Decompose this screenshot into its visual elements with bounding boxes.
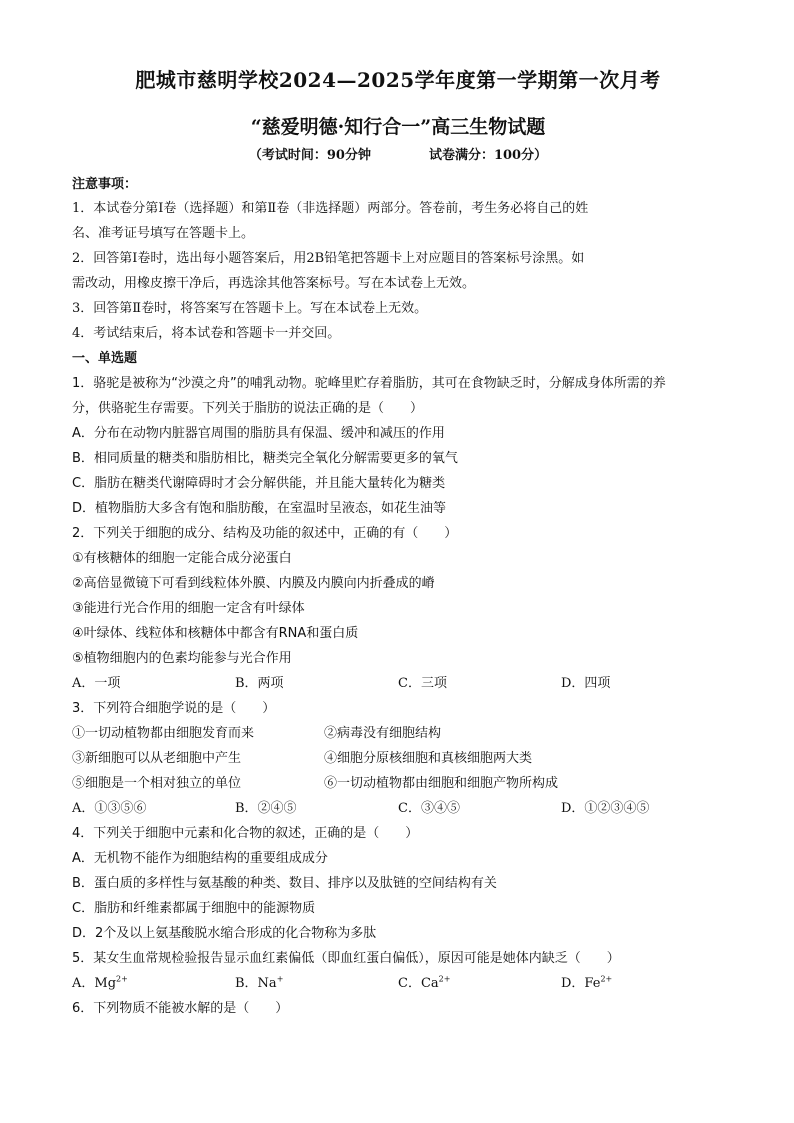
option-b: B．两项 [235, 676, 284, 691]
option-a: A．无机物不能作为细胞结构的重要组成成分 [72, 851, 328, 866]
option-b [235, 971, 398, 996]
question-4 [72, 821, 724, 946]
option-d: D．①②③④⑤ [561, 801, 650, 816]
statement: ⑥一切动植物都由细胞和细胞产物所构成 [324, 776, 559, 791]
charge-superscript: 2+ [116, 974, 128, 984]
question-stem: 2．下列关于细胞的成分、结构及功能的叙述中，正确的有（ ） [72, 526, 458, 541]
statement: ④叶绿体、线粒体和核糖体中都含有RNA和蛋白质 [72, 626, 359, 641]
question-3 [72, 696, 724, 821]
question-stem: 5．某女生血常规检验报告显示血红素偏低（即血红蛋白偏低），原因可能是她体内缺乏（ ） [72, 951, 620, 966]
statement: ①一切动植物都由细胞发育而来 [72, 726, 255, 741]
option-a: A．分布在动物内脏器官周围的脂肪具有保温、缓冲和减压的作用 [72, 426, 445, 441]
option-b: B．②④⑤ [235, 801, 297, 816]
option-c: C．脂肪和纤维素都属于细胞中的能源物质 [72, 901, 316, 916]
section-heading: 一、单选题 [72, 351, 138, 366]
options-row [72, 796, 724, 821]
option-d: D．2个及以上氨基酸脱水缩合形成的化合物称为多肽 [72, 926, 377, 941]
option-a [72, 971, 235, 996]
options-row [72, 671, 724, 696]
statement: ②病毒没有细胞结构 [324, 726, 442, 741]
notice-heading: 注意事项： [72, 177, 138, 192]
notice-line: 名、准考证号填写在答题卡上。 [72, 226, 255, 241]
statement-row [72, 771, 724, 796]
charge-superscript: + [276, 974, 284, 984]
charge-superscript: 2+ [600, 974, 613, 984]
option-c: C．③④⑤ [398, 801, 460, 816]
option-a-text: A．Mg [72, 976, 117, 991]
statement-row [72, 721, 724, 746]
option-c: C．三项 [398, 676, 447, 691]
notice-line: 需改动，用橡皮擦干净后，再选涂其他答案标号。写在本试卷上无效。 [72, 276, 476, 291]
option-c-text: C．Ca [398, 976, 439, 991]
statement: ②高倍显微镜下可看到线粒体外膜、内膜及内膜向内折叠成的嵴 [72, 576, 435, 591]
exam-subtitle: “慈爱明德·知行合一”高三生物试题 [250, 116, 546, 138]
notice-line: 4．考试结束后，将本试卷和答题卡一并交回。 [72, 326, 341, 341]
question-6 [72, 996, 724, 1021]
exam-title: 肥城市慈明学校2024—2025学年度第一学期第一次月考 [135, 68, 661, 92]
statement-row [72, 746, 724, 771]
charge-superscript: 2+ [438, 974, 451, 984]
options-row [72, 971, 724, 996]
option-d: D．植物脂肪大多含有饱和脂肪酸，在室温时呈液态，如花生油等 [72, 501, 447, 516]
option-c: C．脂肪在糖类代谢障碍时才会分解供能，并且能大量转化为糖类 [72, 476, 446, 491]
option-b-text: B．Na [235, 976, 277, 991]
question-stem: 6．下列物质不能被水解的是（ ） [72, 1001, 289, 1016]
full-score: 试卷满分：100分） [428, 148, 548, 163]
question-2 [72, 521, 724, 696]
statement: ⑤植物细胞内的色素均能参与光合作用 [72, 651, 292, 666]
option-b: B．相同质量的糖类和脂肪相比，糖类完全氧化分解需要更多的氧气 [72, 451, 458, 466]
exam-time: （考试时间：90分钟 [248, 148, 371, 163]
statement: ⑤细胞是一个相对独立的单位 [72, 776, 242, 791]
question-stem: 3．下列符合细胞学说的是（ ） [72, 701, 276, 716]
statement: ③能进行光合作用的细胞一定含有叶绿体 [72, 601, 305, 616]
option-d: D．四项 [561, 676, 611, 691]
notice-line: 1．本试卷分第Ⅰ卷（选择题）和第Ⅱ卷（非选择题）两部分。答卷前，考生务必将自己的姓 [72, 201, 589, 216]
question-1 [72, 371, 724, 521]
exam-meta [72, 146, 724, 166]
option-a: A．①③⑤⑥ [72, 801, 147, 816]
question-stem: 分，供骆驼生存需要。下列关于脂肪的说法正确的是（ ） [72, 401, 424, 416]
notice-line: 2．回答第Ⅰ卷时，选出每小题答案后，用2B铅笔把答题卡上对应题目的答案标号涂黑。如 [72, 251, 585, 266]
option-b: B．蛋白质的多样性与氨基酸的种类、数目、排序以及肽链的空间结构有关 [72, 876, 497, 891]
notice-line: 3．回答第Ⅱ卷时，将答案写在答题卡上。写在本试卷上无效。 [72, 301, 428, 316]
notice-section [72, 174, 724, 346]
exam-page [72, 66, 724, 1021]
option-c [398, 971, 561, 996]
option-d-text: D．Fe [561, 976, 601, 991]
question-5 [72, 946, 724, 996]
option-a: A．一项 [72, 676, 121, 691]
statement: ④细胞分原核细胞和真核细胞两大类 [324, 751, 533, 766]
option-d [561, 971, 724, 996]
question-stem: 1．骆驼是被称为“沙漠之舟”的哺乳动物。驼峰里贮存着脂肪，其可在食物缺乏时，分解成身体所需的养 [72, 376, 666, 391]
question-stem: 4．下列关于细胞中元素和化合物的叙述，正确的是（ ） [72, 826, 419, 841]
statement: ③新细胞可以从老细胞中产生 [72, 751, 242, 766]
statement: ①有核糖体的细胞一定能合成分泌蛋白 [72, 551, 292, 566]
